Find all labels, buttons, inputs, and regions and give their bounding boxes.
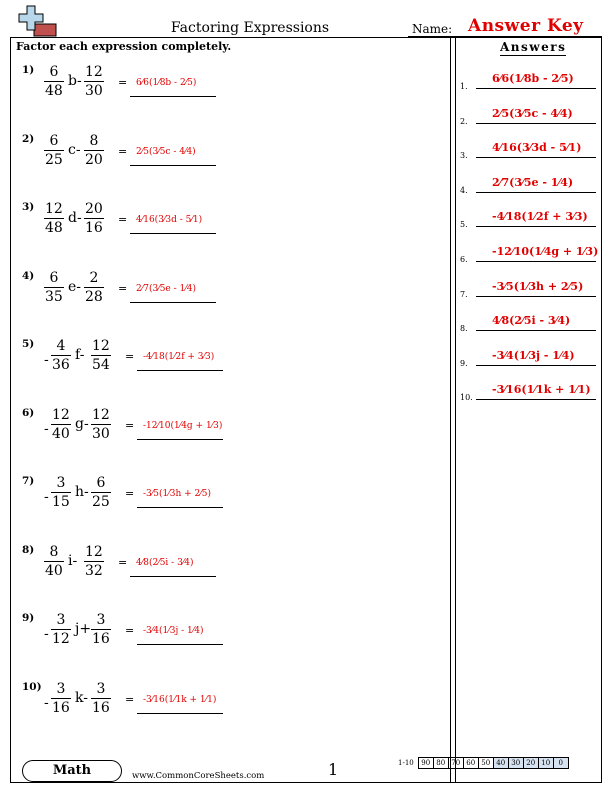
operator: - bbox=[75, 142, 81, 158]
fraction-1 bbox=[44, 270, 64, 305]
answer-line bbox=[137, 713, 223, 714]
instructions: Factor each expression completely. bbox=[16, 40, 232, 53]
variable-op bbox=[75, 347, 84, 363]
fraction-1 bbox=[44, 64, 64, 99]
fraction-1 bbox=[51, 681, 71, 716]
answer-value: -3⁄5(1⁄3h + 2⁄5) bbox=[492, 280, 584, 293]
answers-header: Answers bbox=[500, 40, 567, 54]
answers-header-underline bbox=[500, 55, 566, 56]
score-cell: 40 bbox=[493, 758, 508, 769]
equals-sign: = bbox=[118, 282, 128, 295]
numerator: 12 bbox=[45, 201, 63, 217]
answer-line bbox=[130, 302, 216, 303]
operator: - bbox=[83, 690, 88, 706]
problem-number: 5) bbox=[22, 338, 35, 350]
problem-number: 2) bbox=[22, 133, 35, 145]
score-cell: 60 bbox=[463, 758, 478, 769]
problem-number: 1) bbox=[22, 64, 35, 76]
sign: - bbox=[44, 626, 49, 642]
numerator: 6 bbox=[96, 475, 106, 491]
equals-sign: = bbox=[125, 350, 135, 363]
answer-line bbox=[137, 644, 223, 645]
worksheet-title: Factoring Expressions bbox=[170, 20, 330, 36]
frame-left bbox=[10, 37, 11, 782]
answer-line bbox=[130, 576, 216, 577]
operator: - bbox=[72, 553, 78, 569]
answer-number: 5. bbox=[460, 220, 468, 229]
problem-number: 9) bbox=[22, 612, 35, 624]
variable: d bbox=[68, 210, 77, 226]
operator: - bbox=[79, 347, 85, 363]
fraction-2 bbox=[84, 133, 104, 168]
frame-divider bbox=[450, 37, 451, 782]
score-cell: 30 bbox=[508, 758, 523, 769]
denominator: 15 bbox=[52, 494, 70, 510]
answer-value: -4⁄18(1⁄2f + 3⁄3) bbox=[492, 210, 588, 223]
numerator: 3 bbox=[56, 681, 66, 697]
score-cell: 20 bbox=[523, 758, 538, 769]
answer-line bbox=[130, 233, 216, 234]
answer-line bbox=[476, 330, 596, 331]
denominator: 16 bbox=[92, 631, 110, 647]
denominator: 35 bbox=[45, 289, 63, 305]
problem-number: 6) bbox=[22, 407, 35, 419]
written-answer: -3⁄16(1⁄1k + 1⁄1) bbox=[143, 695, 217, 705]
fraction-1 bbox=[44, 133, 64, 168]
answer-number: 6. bbox=[460, 255, 468, 264]
denominator: 12 bbox=[52, 631, 70, 647]
variable: h bbox=[75, 484, 85, 500]
denominator: 40 bbox=[45, 563, 63, 579]
name-label: Name: bbox=[412, 22, 453, 36]
operator: - bbox=[76, 210, 82, 226]
equals-sign: = bbox=[125, 487, 135, 500]
fraction-1 bbox=[51, 612, 71, 647]
fraction-2 bbox=[91, 338, 111, 373]
operator: + bbox=[79, 621, 92, 637]
written-answer: -4⁄18(1⁄2f + 3⁄3) bbox=[143, 352, 215, 362]
operator: - bbox=[76, 73, 82, 89]
answer-number: 1. bbox=[460, 82, 468, 91]
denominator: 25 bbox=[45, 152, 63, 168]
numerator: 3 bbox=[96, 612, 106, 628]
answer-value: 2⁄7(3⁄5e - 1⁄4) bbox=[492, 176, 574, 189]
numerator: 8 bbox=[49, 544, 59, 560]
answer-number: 7. bbox=[460, 290, 468, 299]
numerator: 12 bbox=[92, 338, 110, 354]
answer-line bbox=[130, 96, 216, 97]
fraction-2 bbox=[84, 270, 104, 305]
denominator: 32 bbox=[85, 563, 103, 579]
equals-sign: = bbox=[125, 624, 135, 637]
numerator: 12 bbox=[85, 64, 103, 80]
denominator: 28 bbox=[85, 289, 103, 305]
answer-number: 10. bbox=[460, 393, 473, 402]
frame-divider bbox=[455, 37, 456, 782]
score-table bbox=[396, 757, 569, 769]
denominator: 36 bbox=[52, 357, 70, 373]
variable: f bbox=[75, 347, 80, 363]
written-answer: -3⁄4(1⁄3j - 1⁄4) bbox=[143, 626, 204, 636]
denominator: 20 bbox=[85, 152, 103, 168]
numerator: 2 bbox=[89, 270, 99, 286]
answer-line bbox=[130, 165, 216, 166]
variable-op bbox=[68, 73, 82, 89]
denominator: 25 bbox=[92, 494, 110, 510]
variable-op bbox=[75, 621, 91, 637]
answer-number: 3. bbox=[460, 151, 468, 160]
variable: c bbox=[68, 142, 76, 158]
operator: - bbox=[76, 279, 82, 295]
denominator: 40 bbox=[52, 426, 70, 442]
answer-value: -12⁄10(1⁄4g + 1⁄3) bbox=[492, 245, 599, 258]
answer-key-label: Answer Key bbox=[468, 16, 584, 36]
answer-number: 2. bbox=[460, 117, 468, 126]
denominator: 54 bbox=[92, 357, 110, 373]
answer-line bbox=[137, 507, 223, 508]
fraction-2 bbox=[91, 681, 111, 716]
problem-number: 3) bbox=[22, 201, 35, 213]
answer-value: -3⁄16(1⁄1k + 1⁄1) bbox=[492, 383, 591, 396]
numerator: 6 bbox=[49, 133, 59, 149]
numerator: 12 bbox=[85, 544, 103, 560]
variable-op bbox=[68, 142, 81, 158]
answer-number: 8. bbox=[460, 324, 468, 333]
frame-bottom bbox=[10, 782, 602, 783]
numerator: 6 bbox=[49, 64, 59, 80]
answer-line bbox=[476, 157, 596, 158]
denominator: 16 bbox=[85, 220, 103, 236]
answer-value: 2⁄5(3⁄5c - 4⁄4) bbox=[492, 107, 573, 120]
equals-sign: = bbox=[125, 693, 135, 706]
answer-value: 4⁄8(2⁄5i - 3⁄4) bbox=[492, 314, 571, 327]
problem-number: 7) bbox=[22, 475, 35, 487]
answer-value: 4⁄16(3⁄3d - 5⁄1) bbox=[492, 141, 582, 154]
numerator: 3 bbox=[56, 612, 66, 628]
answer-line bbox=[137, 439, 223, 440]
fraction-2 bbox=[84, 544, 104, 579]
sign: - bbox=[44, 695, 49, 711]
fraction-1 bbox=[44, 201, 64, 236]
variable-op bbox=[75, 690, 88, 706]
score-range: 1-10 bbox=[398, 759, 414, 767]
variable-op bbox=[75, 484, 89, 500]
equals-sign: = bbox=[118, 556, 128, 569]
page-number: 1 bbox=[328, 760, 339, 779]
numerator: 12 bbox=[92, 407, 110, 423]
written-answer: 4⁄8(2⁄5i - 3⁄4) bbox=[136, 558, 194, 568]
site-logo bbox=[18, 4, 58, 38]
problem-number: 4) bbox=[22, 270, 35, 282]
denominator: 48 bbox=[45, 220, 63, 236]
answer-line bbox=[476, 88, 596, 89]
equals-sign: = bbox=[125, 419, 135, 432]
answer-line bbox=[476, 226, 596, 227]
fraction-2 bbox=[91, 407, 111, 442]
variable: g bbox=[75, 416, 84, 432]
score-cell: 50 bbox=[478, 758, 493, 769]
answer-number: 4. bbox=[460, 186, 468, 195]
answer-line bbox=[476, 296, 596, 297]
score-cell: 90 bbox=[418, 758, 433, 769]
operator: - bbox=[83, 416, 89, 432]
equals-sign: = bbox=[118, 76, 128, 89]
denominator: 16 bbox=[92, 700, 110, 716]
variable-op bbox=[68, 210, 82, 226]
answer-line bbox=[137, 370, 223, 371]
fraction-2 bbox=[91, 475, 111, 510]
answer-line bbox=[476, 365, 596, 366]
answer-value: 6⁄6(1⁄8b - 2⁄5) bbox=[492, 72, 574, 85]
answer-number: 9. bbox=[460, 359, 468, 368]
fraction-2 bbox=[84, 64, 104, 99]
problem-number: 8) bbox=[22, 544, 35, 556]
variable-op bbox=[75, 416, 89, 432]
numerator: 3 bbox=[56, 475, 66, 491]
variable: b bbox=[68, 73, 77, 89]
fraction-2 bbox=[84, 201, 104, 236]
numerator: 20 bbox=[85, 201, 103, 217]
frame-right bbox=[601, 37, 602, 782]
answer-value: -3⁄4(1⁄3j - 1⁄4) bbox=[492, 349, 575, 362]
sign: - bbox=[44, 489, 49, 505]
sign: - bbox=[44, 421, 49, 437]
written-answer: 6⁄6(1⁄8b - 2⁄5) bbox=[136, 78, 197, 88]
variable: e bbox=[68, 279, 77, 295]
score-cell: 0 bbox=[553, 758, 568, 769]
score-cell: 10 bbox=[538, 758, 553, 769]
numerator: 4 bbox=[56, 338, 66, 354]
subject-badge: Math bbox=[22, 760, 122, 782]
problem-number: 10) bbox=[22, 681, 42, 693]
written-answer: -12⁄10(1⁄4g + 1⁄3) bbox=[143, 421, 223, 431]
frame-top bbox=[10, 37, 602, 38]
score-cell: 70 bbox=[448, 758, 463, 769]
denominator: 16 bbox=[52, 700, 70, 716]
answer-line bbox=[476, 192, 596, 193]
fraction-1 bbox=[51, 475, 71, 510]
denominator: 30 bbox=[85, 83, 103, 99]
equals-sign: = bbox=[118, 145, 128, 158]
written-answer: 2⁄5(3⁄5c - 4⁄4) bbox=[136, 147, 196, 157]
variable-op bbox=[68, 279, 81, 295]
variable: j bbox=[75, 621, 80, 637]
fraction-1 bbox=[44, 544, 64, 579]
numerator: 3 bbox=[96, 681, 106, 697]
fraction-1 bbox=[51, 407, 71, 442]
website-url[interactable]: www.CommonCoreSheets.com bbox=[132, 771, 265, 781]
answer-line bbox=[476, 123, 596, 124]
written-answer: 4⁄16(3⁄3d - 5⁄1) bbox=[136, 215, 203, 225]
denominator: 48 bbox=[45, 83, 63, 99]
written-answer: -3⁄5(1⁄3h + 2⁄5) bbox=[143, 489, 211, 499]
equals-sign: = bbox=[118, 213, 128, 226]
variable: i bbox=[68, 553, 73, 569]
sign: - bbox=[44, 352, 49, 368]
variable-op bbox=[68, 553, 77, 569]
answer-line bbox=[476, 261, 596, 262]
fraction-1 bbox=[51, 338, 71, 373]
written-answer: 2⁄7(3⁄5e - 1⁄4) bbox=[136, 284, 196, 294]
denominator: 30 bbox=[92, 426, 110, 442]
variable: k bbox=[75, 690, 84, 706]
numerator: 6 bbox=[49, 270, 59, 286]
answer-line bbox=[476, 399, 596, 400]
numerator: 12 bbox=[52, 407, 70, 423]
fraction-2 bbox=[91, 612, 111, 647]
numerator: 8 bbox=[89, 133, 99, 149]
operator: - bbox=[84, 484, 89, 500]
score-cell: 80 bbox=[433, 758, 448, 769]
